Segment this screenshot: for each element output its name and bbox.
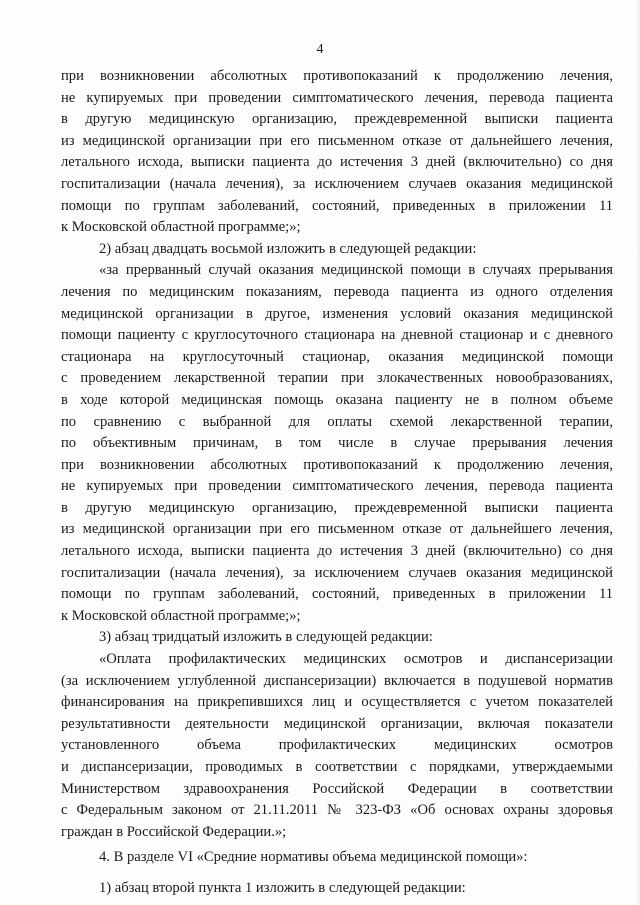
- text-line: госпитализации (начала лечения), за исключением случаев оказания медицинской: [61, 175, 613, 192]
- text-line: госпитализации (начала лечения), за исключением случаев оказания медицинской: [61, 564, 613, 581]
- text-line: финансирования на прикрепившихся лиц и осуществляется с учетом показателей: [61, 694, 613, 711]
- text-line: по объективным причинам, в том числе в случае прерывания лечения: [61, 435, 613, 452]
- text-line: по сравнению с выбранной для оплаты схемой лекарственной терапии,: [61, 413, 613, 430]
- text-line: в ходе которой медицинская помощь оказана пациенту не в полном объеме: [61, 391, 613, 408]
- text-line: из медицинской организации при его письменном отказе от дальнейшего лечения,: [61, 521, 613, 538]
- text-line: и диспансеризации, проводимых в соответствии с порядками, утверждаемыми: [61, 759, 613, 775]
- text-line: при возникновении абсолютных противопоказаний к продолжению лечения,: [61, 456, 613, 473]
- text-line: не купируемых при проведении симптоматического лечения, перевода пациента: [61, 89, 613, 106]
- text-line: Министерством здравоохранения Российской Федерации в соответствии: [61, 780, 613, 797]
- text-line: 4. В разделе VI «Средние нормативы объема медицинской помощи»:: [99, 849, 528, 866]
- text-line: 1) абзац второй пункта 1 изложить в следующей редакции:: [99, 879, 466, 896]
- text-line: с проведением лекарственной терапии при злокачественных новообразованиях,: [61, 370, 613, 387]
- text-line: 3) абзац тридцатый изложить в следующей редакции:: [99, 629, 433, 646]
- text-line: (за исключением углубленной диспансеризации) включается в подушевой норматив: [61, 672, 613, 689]
- text-line: не купируемых при проведении симптоматического лечения, перевода пациента: [61, 478, 613, 495]
- text-line: «за прерванный случай оказания медицинской помощи в случаях прерывания: [99, 262, 613, 279]
- text-line: при возникновении абсолютных противопоказаний к продолжению лечения,: [61, 68, 613, 84]
- text-line: результативности деятельности медицинской организации, включая показатели: [61, 715, 613, 732]
- text-line: «Оплата профилактических медицинских осмотров и диспансеризации: [99, 651, 613, 668]
- text-line: помощи по группам заболеваний, состояний, приведенных в приложении 11: [61, 586, 613, 603]
- text-line: к Московской областной программе;»;: [61, 219, 301, 236]
- text-line: летального исхода, выписки пациента до истечения 3 дней (включительно) со дня: [61, 154, 613, 171]
- text-line: из медицинской организации при его письменном отказе от дальнейшего лечения,: [61, 132, 613, 149]
- text-line: в другую медицинскую организацию, преждевременной выписки пациента: [61, 499, 613, 516]
- scan-edge-shadow: [636, 0, 640, 905]
- paragraph-gap: [61, 869, 613, 878]
- text-line: медицинской организации в другое, изменения условий оказания медицинской: [61, 305, 613, 322]
- page-number: 4: [316, 42, 324, 57]
- text-line: помощи пациенту с круглосуточного стационара на дневной стационар и с дневного: [61, 327, 613, 344]
- text-line: лечения по медицинским показаниям, перевода пациента из одного отделения: [61, 283, 613, 300]
- text-line: летального исхода, выписки пациента до истечения 3 дней (включительно) со дня: [61, 543, 613, 560]
- text-line: с Федеральным законом от 21.11.2011 № 323-ФЗ «Об основах охраны здоровья: [61, 802, 613, 819]
- text-line: установленного объема профилактических медицинских осмотров: [61, 737, 613, 754]
- text-line: 2) абзац двадцать восьмой изложить в следующей редакции:: [99, 240, 477, 257]
- text-line: стационара на круглосуточный стационар, оказания медицинской помощи: [61, 348, 613, 365]
- text-line: в другую медицинскую организацию, преждевременной выписки пациента: [61, 111, 613, 128]
- document-body: [61, 66, 613, 900]
- text-line: к Московской областной программе;»;: [61, 607, 301, 624]
- text-line: граждан в Российской Федерации.»;: [61, 823, 287, 840]
- text-line: помощи по группам заболеваний, состояний, приведенных в приложении 11: [61, 197, 613, 214]
